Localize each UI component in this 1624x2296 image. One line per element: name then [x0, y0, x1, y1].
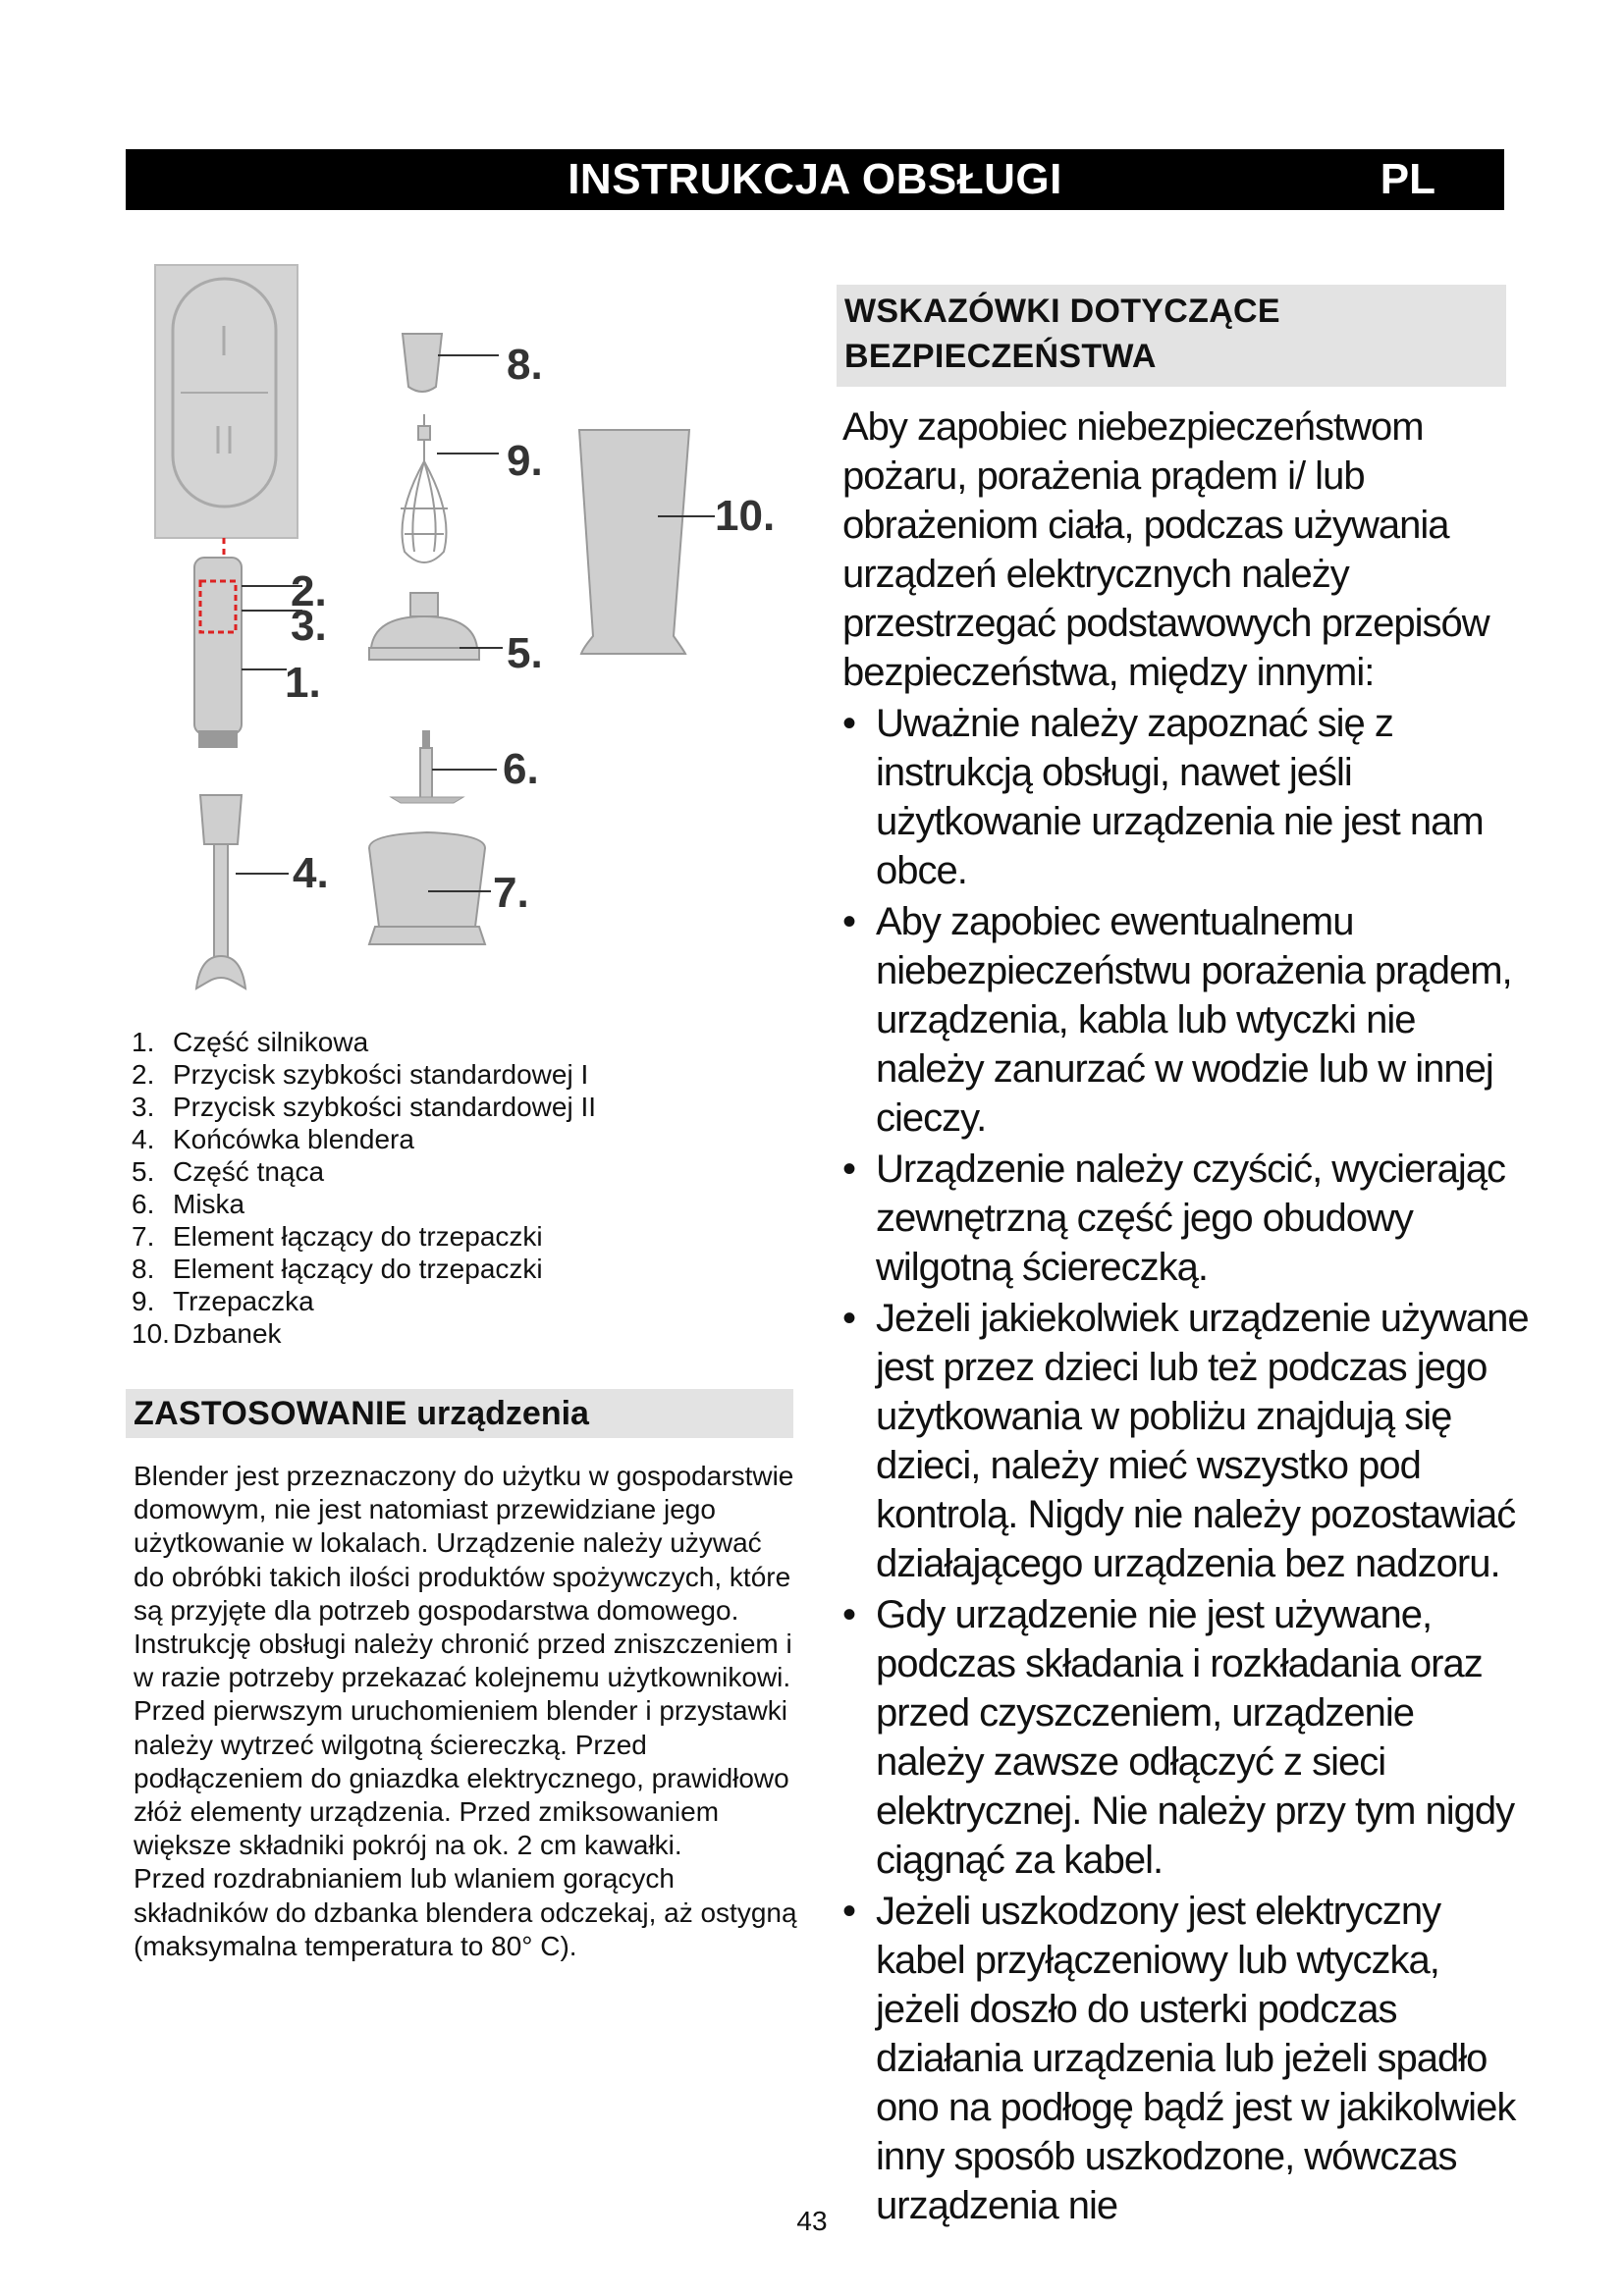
- control-panel-illustration: [155, 265, 298, 538]
- callout-9: 9.: [507, 437, 543, 485]
- safety-bullet-list: [842, 699, 1530, 2230]
- callout-7: 7.: [493, 869, 529, 917]
- cutting-part-illustration: [369, 593, 479, 660]
- blender-shaft-illustration: [196, 795, 245, 988]
- usage-paragraph: Blender jest przeznaczony do użytku w gospodarstwie domowym, nie jest natomiast przewidziane jego użytkowanie w lokalach. Urządzenie należy używać do obróbki takich ilości produktów spożywczych, które są przyjęte dla potrzeb gospodarstwa domowego. Instrukcję obsługi należy chronić przed zniszczeniem i w razie potrzeby przekazać kolejnemu użytkownikowi. Przed pierwszym uruchomieniem blender i przystawki należy wytrzeć wilgotną ściereczką. Przed podłączeniem do gniazdka elektrycznego, prawidłowo złóż elementy urządzenia. Przed zmiksowaniem większe składniki pokrój na ok. 2 cm kawałki.: [134, 1461, 794, 1861]
- page-title: INSTRUKCJA OBSŁUGI: [568, 155, 1062, 203]
- usage-section-body: [134, 1460, 797, 1963]
- callout-8: 8.: [507, 341, 543, 389]
- list-item: • Jeżeli jakiekolwiek urządzenie używane jest przez dzieci lub też podczas jego użytkowania w pobliżu znajdują się dzieci, należy mieć wszystko pod kontrolą. Nigdy nie należy pozostawiać działającego urządzenia bez nadzoru.: [842, 1294, 1530, 1588]
- callout-2: 2.: [291, 567, 327, 615]
- callout-5: 5.: [507, 629, 543, 677]
- list-item: 6. Miska: [132, 1189, 245, 1219]
- blade-illustration: [391, 730, 463, 803]
- list-item: 9. Trzepaczka: [132, 1286, 314, 1316]
- bowl-illustration: [369, 832, 485, 944]
- blender-parts-diagram: [147, 257, 815, 1023]
- list-item: 8. Element łączący do trzepaczki: [132, 1254, 543, 1284]
- list-item: • Urządzenie należy czyścić, wycierając zewnętrzną część jego obudowy wilgotną ściereczką.: [842, 1145, 1530, 1292]
- list-item: • Uważnie należy zapoznać się z instrukcją obsługi, nawet jeśli użytkowanie urządzenia nie jest nam obce.: [842, 699, 1530, 895]
- page-number: 43: [796, 2206, 828, 2236]
- header-bar: [126, 149, 1504, 210]
- usage-paragraph: Przed rozdrabnianiem lub wlaniem gorących składników do dzbanka blendera odczekaj, aż ostygną (maksymalna temperatura to 80° C).: [134, 1863, 797, 1961]
- callout-4: 4.: [293, 849, 329, 897]
- callout-1: 1.: [285, 659, 321, 707]
- usage-section-heading: ZASTOSOWANIE urządzenia: [126, 1389, 793, 1438]
- list-item: 5. Część tnąca: [132, 1156, 325, 1187]
- list-item: • Gdy urządzenie nie jest używane, podczas składania i rozkładania oraz przed czyszczeniem, urządzenie należy zawsze odłączyć z sieci elektrycznej. Nie należy przy tym nigdy ciągnąć za kabel.: [842, 1590, 1530, 1885]
- whisk-connector-illustration: [403, 334, 442, 392]
- list-item: 4. Końcówka blendera: [132, 1124, 414, 1154]
- motor-unit-illustration: [194, 558, 242, 748]
- list-item: • Aby zapobiec ewentualnemu niebezpieczeństwu porażenia prądem, urządzenia, kabla lub wtyczki nie należy zanurzać w wodzie lub w innej cieczy.: [842, 897, 1530, 1143]
- list-item: • Jeżeli uszkodzony jest elektryczny kabel przyłączeniowy lub wtyczka, jeżeli doszło do usterki podczas działania urządzenia lub jeżeli spadło ono na podłogę bądź jest w jakikolwiek inny sposób uszkodzone, wówczas urządzenia nie: [842, 1887, 1530, 2230]
- list-item: 2. Przycisk szybkości standardowej I: [132, 1059, 589, 1090]
- list-item: 3. Przycisk szybkości standardowej II: [132, 1092, 597, 1122]
- parts-list: [132, 1026, 809, 1350]
- list-item: 10. Dzbanek: [132, 1318, 282, 1349]
- whisk-illustration: [401, 414, 448, 562]
- list-item: 7. Element łączący do trzepaczki: [132, 1221, 543, 1252]
- safety-section-heading: WSKAZÓWKI DOTYCZĄCE BEZPIECZEŃSTWA: [837, 285, 1506, 387]
- list-item: 1. Część silnikowa: [132, 1027, 369, 1057]
- language-code: PL: [1380, 155, 1435, 203]
- jug-illustration: [579, 430, 689, 654]
- safety-intro: Aby zapobiec niebezpieczeństwom pożaru, porażenia prądem i/ lub obrażeniom ciała, podczas używania urządzeń elektrycznych należy przestrzegać podstawowych przepisów bezpieczeństwa, między innymi:: [842, 405, 1489, 694]
- callout-6: 6.: [503, 745, 539, 793]
- safety-section-body: [842, 402, 1530, 2230]
- callout-3: 3.: [291, 602, 327, 650]
- callout-10: 10.: [715, 492, 776, 540]
